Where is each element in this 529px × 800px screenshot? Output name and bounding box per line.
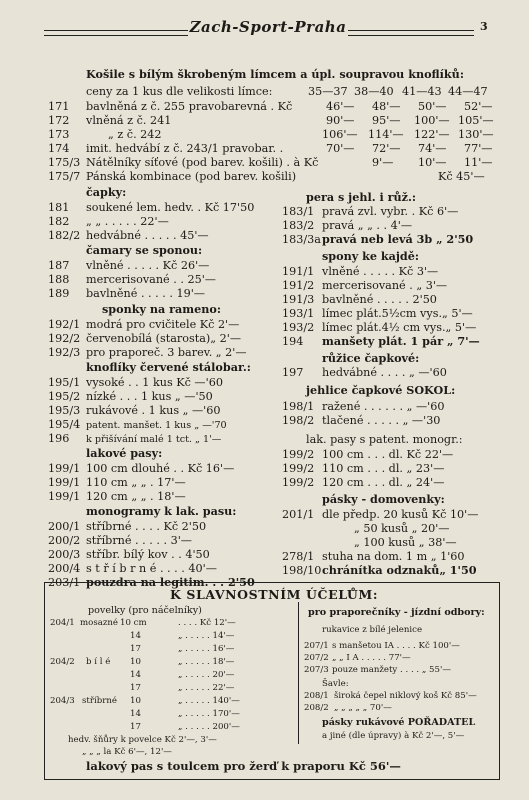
item-code: 182	[48, 215, 70, 228]
item-text: dle předp. 20 kusů Kč 10'—	[322, 508, 479, 521]
item-code: 195/4	[48, 418, 81, 431]
section-heading: lak. pasy s patent. monogr.:	[306, 433, 463, 446]
shirt-desc: imit. hedvábí z č. 243/1 pravobar. .	[86, 142, 284, 155]
item-text: manšety plát. 1 pár „ 7'—	[322, 334, 480, 348]
item-text: červenobílá (starosta)„ 2'—	[86, 332, 242, 345]
item-text: vysoké . . 1 kus Kč —'60	[86, 376, 223, 389]
item-code: 199/2	[282, 462, 315, 475]
item-label: mosazné	[80, 618, 119, 628]
header-rule-right-top	[348, 30, 474, 31]
item-text: 120 cm „ „ . 18'—	[86, 490, 186, 503]
item-size: 14	[130, 670, 141, 680]
section-heading: čamary se sponou:	[86, 243, 203, 257]
item-code: 183/1	[282, 205, 315, 218]
item-text: vlněné . . . . . Kč 26'—	[86, 259, 210, 272]
item-code: 187	[48, 259, 70, 272]
item-text: hedvábné . . . . „ —'60	[322, 366, 447, 379]
item-text: límec plát.5½cm vys.„ 5'—	[322, 307, 473, 320]
item-text: „ 50 kusů „ 20'—	[354, 522, 450, 535]
item-text: nízké . . . 1 kus „ —'50	[86, 390, 213, 403]
shirt-price: 50'—	[418, 100, 447, 113]
item-text: s t ř í b r n é . . . . 40'—	[86, 562, 217, 575]
item-text: stříbrné . . . . . 3'—	[86, 534, 192, 547]
item-text: rukávové . 1 kus „ —'60	[86, 404, 221, 417]
item-text: pro praporeč. 3 barev. „ 2'—	[86, 346, 247, 359]
header-logo: Zach-Sport-Praha	[189, 18, 347, 36]
item-size: 10	[130, 657, 141, 667]
section-heading: pera s jehl. i růž.:	[306, 190, 417, 204]
item-text: „ „ I A . . . . . 77'—	[332, 653, 411, 663]
armband-line-2: a jiné (dle úpravy) à Kč 2'—, 5'—	[322, 731, 465, 741]
shirt-price: 114'—	[368, 128, 404, 141]
item-text: „ 100 kusů „ 38'—	[354, 536, 457, 549]
item-code: 189	[48, 287, 70, 300]
shirt-price: 46'—	[326, 100, 355, 113]
item-code: 198/2	[282, 414, 315, 427]
item-text: 120 cm . . . dl. „ 24'—	[322, 476, 445, 489]
item-label: b í l é	[86, 657, 111, 667]
shirt-desc: „ z č. 242	[108, 128, 162, 141]
item-code: 195/1	[48, 376, 81, 389]
item-code: 198/1	[282, 400, 315, 413]
item-text: 110 cm „ „ . 17'—	[86, 476, 186, 489]
shirt-code: 175/3	[48, 156, 81, 169]
shirt-price: 122'—	[414, 128, 450, 141]
shirt-price: 72'—	[372, 142, 401, 155]
item-text: vlněné . . . . . Kč 3'—	[322, 265, 439, 278]
shirt-code: 175/7	[48, 170, 81, 183]
shirt-desc: bavlněná z č. 255 pravobarevná . Kč	[86, 100, 293, 113]
item-text: k přišívání malé 1 tct. „ 1'—	[86, 434, 222, 445]
shirt-price: 130'—	[458, 128, 494, 141]
item-text: pouze manžety . . . . „ 55'—	[332, 665, 451, 675]
item-code: 200/1	[48, 520, 81, 533]
item-code: 207/2	[304, 653, 329, 663]
item-code: 199/2	[282, 476, 315, 489]
shirt-code: 174	[48, 142, 70, 155]
item-price: „ . . . . . 22'—	[178, 683, 235, 693]
shirt-price: 52'—	[464, 100, 493, 113]
section-heading: sponky na rameno:	[102, 302, 221, 316]
item-text: pouzdra na legitim. . . 2'50	[86, 575, 255, 589]
item-text: 100 cm dlouhé . . Kč 16'—	[86, 462, 235, 475]
size-col-4: 44—47	[448, 85, 488, 98]
item-text: s manšetou IA . . . . Kč 100'—	[332, 641, 460, 651]
armband-line-1: pásky rukávové POŘADATEL	[322, 717, 476, 728]
section-heading: knoflíky červené stálobar.:	[86, 360, 251, 374]
item-code: 191/2	[282, 279, 315, 292]
shirt-code: 173	[48, 128, 70, 141]
item-text: pravá „ „ . . 4'—	[322, 219, 413, 232]
cords-line-2: „ „ „ la Kč 6'—, 12'—	[82, 747, 172, 757]
item-text: bavlněné . . . . . 19'—	[86, 287, 205, 300]
shirt-desc: vlněná z č. 241	[86, 114, 172, 127]
item-code: 181	[48, 201, 70, 214]
item-price: „ . . . . . 18'—	[178, 657, 235, 667]
section-heading: pásky - domovenky:	[322, 492, 445, 506]
item-text: stříbrné . . . . Kč 2'50	[86, 520, 207, 533]
item-price: „ . . . . . 20'—	[178, 670, 235, 680]
shirt-price: 9'—	[372, 156, 394, 169]
item-code: 203/1	[48, 576, 81, 589]
shirt-price: 70'—	[326, 142, 355, 155]
item-text: patent. manšet. 1 kus „ —'70	[86, 420, 227, 431]
item-text: stuha na dom. 1 m „ 1'60	[322, 550, 465, 563]
shirt-code: 172	[48, 114, 70, 127]
item-text: límec plát.4½ cm vys.„ 5'—	[322, 321, 477, 334]
item-code: 200/2	[48, 534, 81, 547]
item-text: „ „ . . . . . 22'—	[86, 215, 169, 228]
shirt-price: 90'—	[326, 114, 355, 127]
item-size: 17	[130, 722, 141, 732]
header-rule-left-bottom	[44, 35, 188, 36]
item-size: 17	[130, 644, 141, 654]
size-col-1: 35—37	[308, 85, 348, 98]
item-code: 195/2	[48, 390, 81, 403]
item-code: 182/2	[48, 229, 81, 242]
section-heading: růžice čapkové:	[322, 351, 420, 365]
item-code: 208/1	[304, 691, 329, 701]
box-bottom-line: lakový pas s toulcem pro žerď k praporu Kč 56'—	[86, 759, 401, 773]
item-code: 208/2	[304, 703, 329, 713]
shirt-price: 77'—	[464, 142, 493, 155]
item-code: 195/3	[48, 404, 81, 417]
item-code: 200/4	[48, 562, 81, 575]
size-col-2: 38—40	[354, 85, 394, 98]
shirt-desc: Nátělníky síťové (pod barev. košili) . à Kč	[86, 156, 319, 169]
item-code: 192/3	[48, 346, 81, 359]
item-code: 204/2	[50, 657, 75, 667]
item-code: 196	[48, 432, 70, 445]
item-code: 198/10	[282, 564, 322, 577]
page-number: 3	[480, 20, 488, 33]
shirt-desc: Pánská kombinace (pod barev. košili)	[86, 170, 297, 183]
item-price: „ . . . . . 16'—	[178, 644, 235, 654]
item-code: 199/1	[48, 490, 81, 503]
item-text: pravá neb levá 3b „ 2'50	[322, 232, 474, 246]
item-size: 17	[130, 683, 141, 693]
item-size: 14	[130, 709, 141, 719]
item-price: „ . . . . . 14'—	[178, 631, 235, 641]
item-code: 197	[282, 366, 304, 379]
item-code: 193/2	[282, 321, 315, 334]
item-text: modrá pro cvičitele Kč 2'—	[86, 318, 240, 331]
item-text: ražené . . . . . . „ —'60	[322, 400, 445, 413]
item-text: 110 cm . . . dl. „ 23'—	[322, 462, 445, 475]
item-code: 188	[48, 273, 70, 286]
item-text: bavlněné . . . . . 2'50	[322, 293, 437, 306]
item-code: 204/3	[50, 696, 75, 706]
item-text: hedvábné . . . . . 45'—	[86, 229, 209, 242]
section-heading: jehlice čapkové SOKOL:	[306, 383, 456, 397]
section-heading: monogramy k lak. pasu:	[86, 504, 237, 518]
item-label: stříbrné	[82, 696, 117, 706]
item-price: „ . . . . . 140'—	[178, 696, 240, 706]
item-code: 183/2	[282, 219, 315, 232]
shirt-price: 10'—	[418, 156, 447, 169]
item-code: 207/1	[304, 641, 329, 651]
item-size: 10	[130, 696, 141, 706]
box-divider	[298, 602, 299, 744]
item-code: 278/1	[282, 550, 315, 563]
item-text: tlačené . . . . . „ —'30	[322, 414, 441, 427]
item-text: „ „ „ „ „ 70'—	[334, 703, 392, 713]
item-text: mercerisované . „ 3'—	[322, 279, 448, 292]
item-text: soukené lem. hedv. . Kč 17'50	[86, 201, 255, 214]
shirt-price: 106'—	[322, 128, 358, 141]
item-text: pravá zvl. vybr. . Kč 6'—	[322, 205, 459, 218]
shirt-price: 48'—	[372, 100, 401, 113]
shirt-price: Kč 45'—	[438, 170, 485, 183]
header-rule-right-bottom	[348, 35, 474, 36]
shirts-size-label: ceny za 1 kus dle velikosti límce:	[86, 85, 273, 98]
item-size: 14	[130, 631, 141, 641]
item-code: 200/3	[48, 548, 81, 561]
box-title: K SLAVNOSTNÍM ÚČELŮM:	[170, 587, 379, 602]
shirt-price: 95'—	[372, 114, 401, 127]
item-code: 183/3a	[282, 233, 321, 246]
item-text: chránítka odznaků„ 1'50	[322, 563, 477, 577]
gloves-subheading: rukavice z bílé jelenice	[322, 625, 423, 635]
item-price: . . . . Kč 12'—	[178, 618, 236, 628]
item-code: 194	[282, 335, 304, 348]
item-text: mercerisované . . 25'—	[86, 273, 216, 286]
item-size: 10 cm	[120, 618, 147, 628]
cords-line-1: hedv. šňůry k povelce Kč 2'—, 3'—	[68, 735, 217, 745]
shirt-price: 74'—	[418, 142, 447, 155]
item-code: 193/1	[282, 307, 315, 320]
section-heading: lakové pasy:	[86, 446, 163, 460]
item-code: 199/2	[282, 448, 315, 461]
item-text: 100 cm . . . dl. Kč 22'—	[322, 448, 454, 461]
item-code: 199/1	[48, 476, 81, 489]
shirt-price: 11'—	[464, 156, 493, 169]
box-left-heading: povelky (pro náčelníky)	[88, 605, 202, 616]
header-rule-left-top	[44, 30, 188, 31]
shirt-code: 171	[48, 100, 70, 113]
sabres-heading: Šavle:	[322, 679, 349, 689]
item-price: „ . . . . . 200'—	[178, 722, 240, 732]
item-code: 192/1	[48, 318, 81, 331]
item-code: 201/1	[282, 508, 315, 521]
item-code: 204/1	[50, 618, 75, 628]
item-code: 207/3	[304, 665, 329, 675]
size-col-3: 41—43	[402, 85, 442, 98]
item-price: „ . . . . . 170'—	[178, 709, 240, 719]
shirts-heading: Košile s bílým škrobeným límcem a úpl. soupravou knoflíků:	[86, 67, 464, 81]
shirt-price: 105'—	[458, 114, 494, 127]
shirt-price: 100'—	[414, 114, 450, 127]
item-text: široká čepel niklový koš Kč 85'—	[334, 691, 477, 701]
item-code: 191/3	[282, 293, 315, 306]
section-heading: spony ke kajdě:	[322, 249, 419, 263]
item-code: 191/1	[282, 265, 315, 278]
item-text: stříbr. bílý kov . . 4'50	[86, 548, 210, 561]
section-heading: čapky:	[86, 185, 127, 199]
box-right-heading: pro praporečníky - jízdní odbory:	[308, 607, 485, 618]
item-code: 192/2	[48, 332, 81, 345]
item-code: 199/1	[48, 462, 81, 475]
